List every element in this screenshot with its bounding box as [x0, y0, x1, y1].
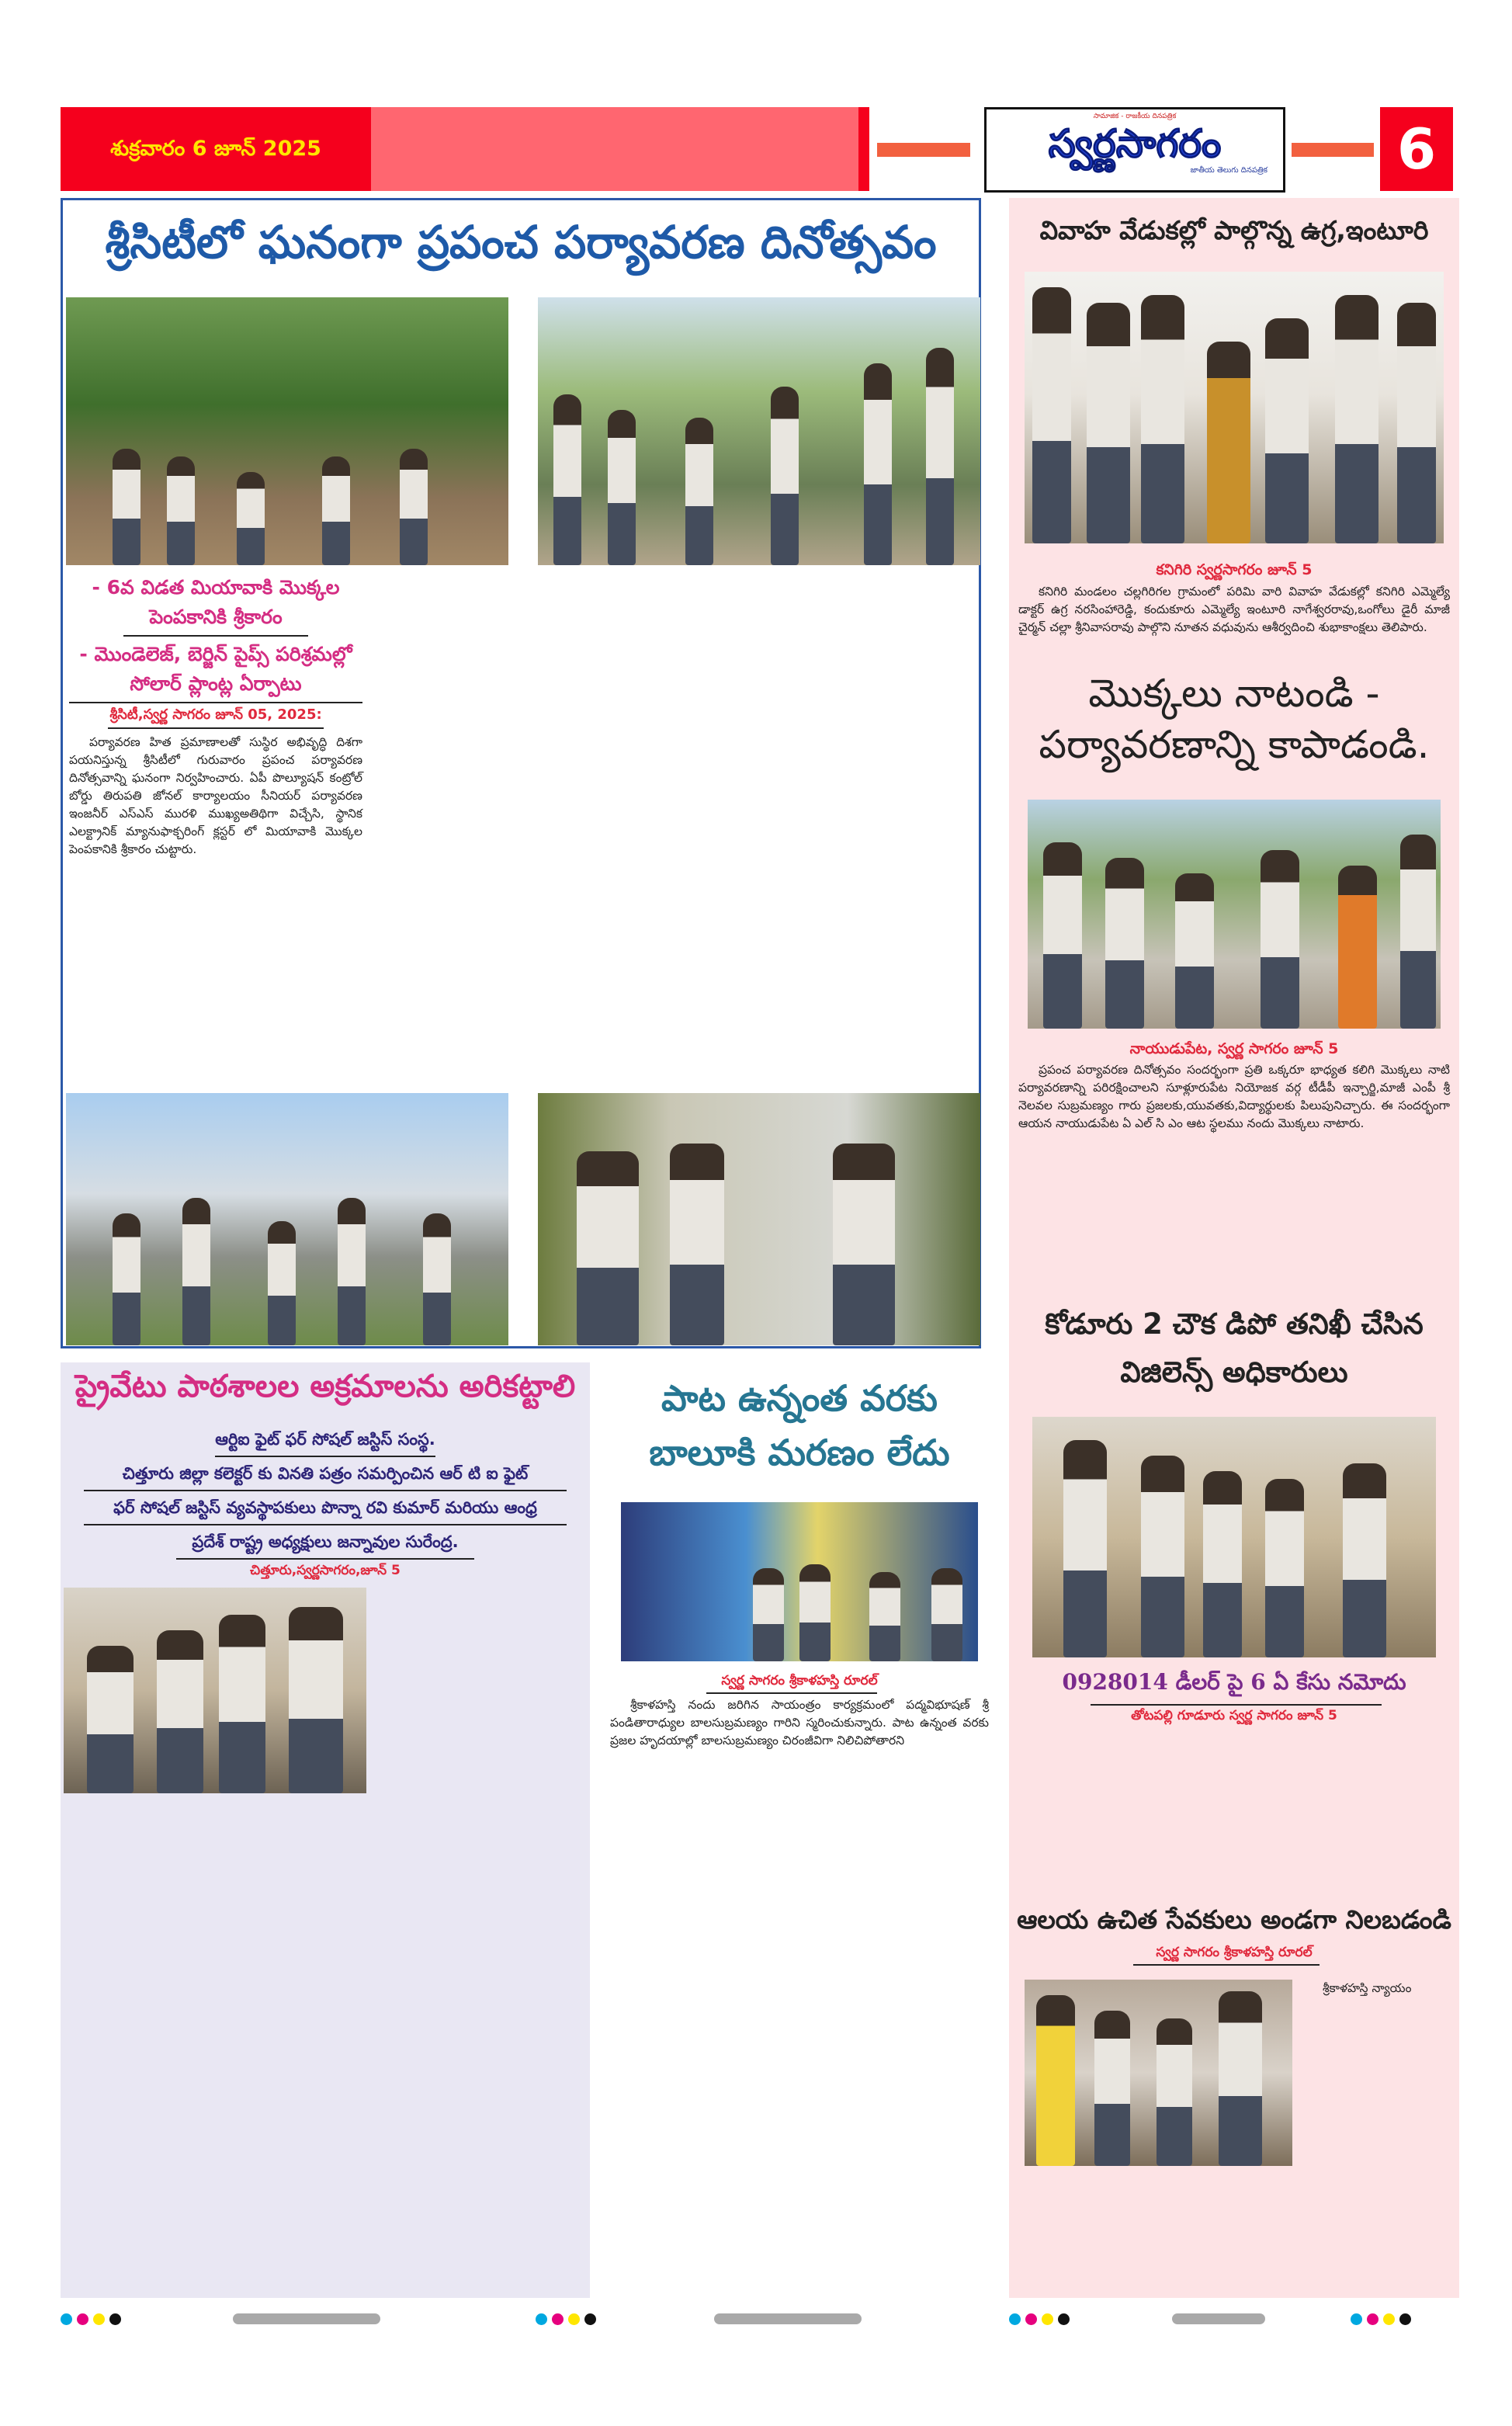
wedding-photo	[1025, 272, 1444, 543]
divider	[108, 727, 324, 729]
temple-servants-photo	[1025, 1980, 1292, 2166]
headline-line: మొక్కలు నాటండి -	[1088, 671, 1380, 716]
divider	[1091, 1704, 1382, 1706]
lead-photo-4	[538, 1093, 980, 1345]
story-dateline: చిత్తూరు,స్వర్ణసాగరం,జూన్ 5	[250, 1563, 401, 1578]
registration-marks	[1009, 2313, 1070, 2325]
story-headline	[605, 1371, 994, 1480]
registration-bar	[714, 2313, 862, 2324]
logo	[984, 107, 1285, 193]
headline-line: బాలూకి మరణం లేదు	[649, 1432, 950, 1473]
lead-column-1	[69, 573, 362, 859]
story-body: శ్రీకాళహస్తి న్యాయం	[1323, 1981, 1412, 1995]
story-dateline: కనిగిరి స్వర్ణసాగరం జూన్ 5	[1156, 561, 1313, 578]
school-story	[61, 1362, 590, 2298]
story-body: ప్రపంచ పర్యావరణ దినోత్సవం సందర్భంగా ప్రతి ఒక్కరూ భాధ్యత కలిగి మొక్కలు నాటి పర్యావరణాన్ని పరిరక్షించాలని సూళ్లూరుపేట నియోజక వర్గ టీడీపీ ఇన్చార్జి,మాజీ ఎంపీ శ్రీ నెలవల సుబ్రమణ్యం గారు ప్రజలకు,యువతకు,విద్యార్థులకు పిలుపునిచ్చారు. ఈ సందర్భంగా ఆయన నాయుడుపేట ఏ ఎల్ సి ఎం ఆట స్థలము నందు మొక్కలు నాటారు.	[1018, 1063, 1450, 1130]
registration-bar	[233, 2313, 380, 2324]
header-stripe	[858, 107, 869, 191]
story-body: కనిగిరి మండలం చల్లగిరిగల గ్రామంలో పరిమి వారి వివాహ వేడుకల్లో కనిగిరి ఎమ్మెల్యే డాక్టర్ ఉగ్ర నరసింహారెడ్డి, కందుకూరు ఎమ్మెల్యే ఇంటూరి నాగేశ్వరరావు,ఒంగోలు డైరీ మాజీ చైర్మన్ చల్లా శ్రీనివాసరావు పాల్గొని నూతన వధువును ఆశీర్వదించి శుభాకాంక్షలు తెలిపారు.	[1018, 585, 1450, 634]
lead-photo-3	[66, 1093, 508, 1345]
lead-body: పర్యావరణ హిత ప్రమాణాలతో సుస్థిర అభివృద్ధి దిశగా పయనిస్తున్న శ్రీసిటీలో గురువారం ప్రపంచ పర్యావరణ దినోత్సవాన్ని ఘనంగా నిర్వహించారు. ఏపీ పొల్యూషన్ కంట్రోల్ బోర్డు తిరుపతి జోనల్ కార్యాలయం సీనియర్ పర్యావరణ ఇంజనీర్ ఎస్ఎస్ మురళి ముఖ్యఅతిథిగా విచ్చేసి, స్థానిక ఎలక్ట్రానిక్ మ్యానుఫాక్చరింగ్ క్లస్టర్ లో మియావాకి మొక్కల పెంపకానికి శ్రీకారం చుట్టారు.	[69, 735, 362, 856]
headline-line: పర్యావరణాన్ని కాపాడండి.	[1039, 722, 1430, 767]
headline-line: విజిలెన్స్ అధికారులు	[1120, 1355, 1348, 1389]
header-band	[371, 107, 860, 191]
story-subtitle: 0928014 డీలర్ పై 6 ఏ కేసు నమోదు	[1062, 1669, 1406, 1695]
story-headline	[1009, 1300, 1459, 1397]
registration-marks	[1351, 2313, 1411, 2325]
story-dateline: స్వర్ణ సాగరం శ్రీకాళహస్తి రూరల్	[1156, 1945, 1313, 1960]
registration-marks	[536, 2313, 596, 2325]
vigilance-photo	[1032, 1417, 1436, 1657]
subhead-line: ప్రదేశ్ రాష్ట్ర అధ్యక్షులు జన్నావుల సురేంద్ర.	[176, 1525, 473, 1560]
headline-line: పాట ఉన్నంత వరకు	[661, 1377, 938, 1419]
lead-photo-1	[66, 297, 508, 565]
story-subheads	[61, 1423, 590, 1560]
logo-tagline: సామాజిక - రాజకీయ దినపత్రిక	[1093, 113, 1177, 120]
issue-date: శుక్రవారం 6 జూన్ 2025	[110, 137, 321, 161]
story-body: శ్రీకాళహస్తి నందు జరిగిన సాయంత్రం కార్యక్రమంలో పద్మవిభూషణ్ శ్రీ పండితారాధ్యుల బాలసుబ్రమణ్యం గారిని స్మరించుకున్నారు. పాట ఉన్నంత వరకు ప్రజల హృదయాల్లో బాలసుబ్రమణ్యం చిరంజీవిగా నిలిచిపోతారని	[610, 1698, 989, 1747]
lead-subhead: - 6వ విడత మియావాకి మొక్కల పెంపకానికి శ్రీకారం	[92, 576, 340, 628]
headline-line: కోడూరు 2 చౌక డిపో తనిఖీ చేసిన	[1045, 1307, 1424, 1341]
subhead-line: చిత్తూరు జిల్లా కలెక్టర్ కు వినతి పత్రం సమర్పించిన ఆర్ టి ఐ ఫైట్	[84, 1457, 567, 1491]
story-headline: ఆలయ ఉచిత సేవకులు అండగా నిలబడండి	[1017, 1904, 1451, 1935]
divider	[123, 635, 308, 637]
balu-story	[605, 1366, 994, 2298]
right-column	[1009, 198, 1459, 2298]
story-headline	[1009, 668, 1459, 770]
divider-dash	[1292, 143, 1374, 157]
divider	[69, 702, 362, 703]
date-block	[61, 107, 371, 191]
logo-text: స్వర్ణసాగరం	[1048, 121, 1222, 166]
divider	[1133, 1964, 1320, 1966]
logo-subtitle: జాతీయ తెలుగు దినపత్రిక	[1190, 166, 1268, 175]
masthead	[0, 0, 1512, 194]
registration-marks	[61, 2313, 121, 2325]
lead-photo-2	[538, 297, 980, 565]
collector-petition-photo	[64, 1588, 366, 1793]
plantation-photo	[1028, 800, 1441, 1029]
story-dateline: నాయుడుపేట, స్వర్ణ సాగరం జూన్ 5	[1129, 1040, 1339, 1057]
lead-headline: శ్రీసిటీలో ఘనంగా ప్రపంచ పర్యావరణ దినోత్సవం	[105, 216, 937, 269]
divider	[706, 1692, 877, 1694]
lead-dateline: శ్రీసిటీ,స్వర్ణ సాగరం జూన్ 05, 2025:	[109, 706, 322, 723]
story-headline: ప్రైవేటు పాఠశాలల అక్రమాలను అరికట్టాలి	[75, 1369, 576, 1404]
story-headline: వివాహ వేడుకల్లో పాల్గొన్న ఉగ్ర,ఇంటూరి	[1039, 215, 1429, 245]
lead-subhead: - మొండెలెజ్, బెర్జిన్ పైప్స్ పరిశ్రమల్లో సోలార్ ప్లాంట్ల ఏర్పాటు	[79, 643, 352, 695]
lead-story	[61, 198, 981, 1348]
story-dateline: స్వర్ణ సాగరం శ్రీకాళహస్తి రూరల్	[721, 1673, 878, 1688]
story-dateline: తోటపల్లి గూడూరు స్వర్ణ సాగరం జూన్ 5	[1131, 1708, 1337, 1723]
registration-bar	[1172, 2313, 1265, 2324]
tribute-event-photo	[621, 1502, 978, 1661]
divider-dash	[877, 143, 970, 157]
subhead-line: ఫర్ సోషల్ జస్టిస్ వ్యవస్థాపకులు పొన్నా రవి కుమార్ మరియు ఆంధ్ర	[84, 1491, 567, 1525]
subhead-line: ఆర్టిఐ ఫైట్ ఫర్ సోషల్ జస్టిస్ సంస్థ.	[215, 1423, 435, 1457]
page-number: 6	[1380, 107, 1453, 191]
